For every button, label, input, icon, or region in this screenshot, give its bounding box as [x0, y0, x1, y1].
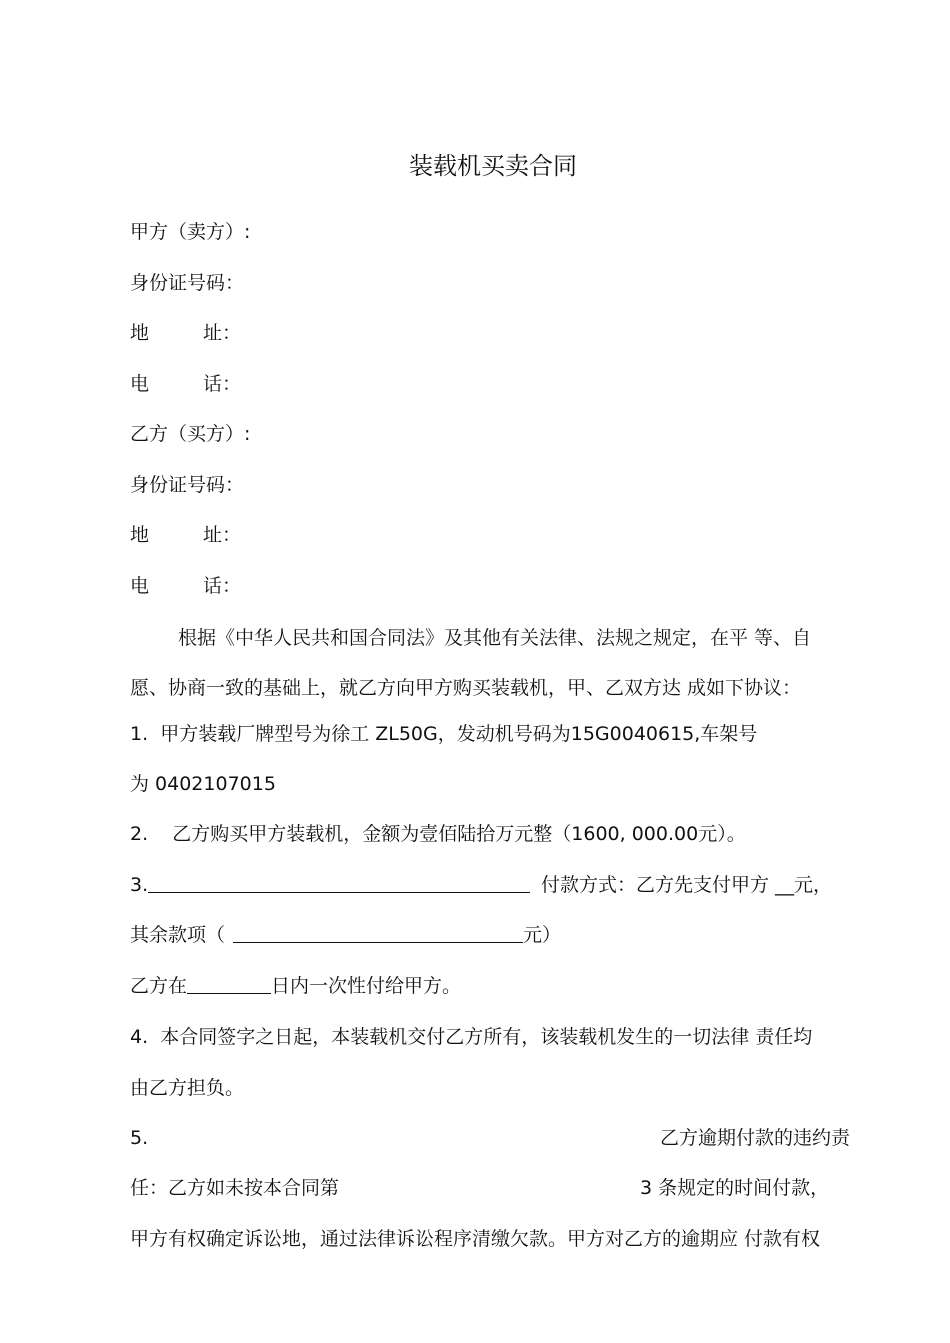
clause-3-blank: [148, 874, 530, 893]
party-b-id-label: 身份证号码：: [130, 474, 245, 496]
clause-3-remainder: 其余款项（ 元）: [130, 924, 562, 946]
party-b-phone-label: 电 话：: [130, 575, 242, 597]
party-b-heading: 乙方（买方）:: [130, 423, 251, 445]
clause-3-days: 乙方在 日内一次性付给甲方。: [130, 975, 462, 997]
clause-5-line-2-left: 任：乙方如未按本合同第: [130, 1177, 340, 1199]
party-b-address-label: 地 址：: [130, 524, 242, 546]
party-a-phone-label: 电 话：: [130, 373, 242, 395]
clause-5-line-3: 甲方有权确定诉讼地，通过法律诉讼程序清缴欠款。甲方对乙方的逾期应 付款有权: [130, 1228, 821, 1250]
clause-3-payment: 付款方式：乙方先支付甲方 __元，: [541, 874, 833, 896]
clause-1-line-2: 为 0402107015: [130, 773, 276, 795]
clause-1-line-1: 1. 甲方装载厂牌型号为徐工 ZL50G，发动机号码为15G0040615,车架号: [130, 723, 758, 745]
clause-4-line-2: 由乙方担负。: [130, 1077, 245, 1099]
intro-line-2: 愿、协商一致的基础上，就乙方向甲方购买装载机，甲、乙双方达 成如下协议：: [130, 677, 802, 699]
party-a-id-label: 身份证号码：: [130, 272, 245, 294]
document-title: 装载机买卖合同: [409, 152, 577, 180]
clause-5-heading: 乙方逾期付款的违约责: [659, 1127, 850, 1149]
clause-5-line-2-right: 3 条规定的时间付款，: [640, 1177, 830, 1199]
clause-3-line-1: [130, 873, 530, 897]
clause-3-number: 3.: [130, 874, 149, 896]
party-a-address-label: 地 址：: [130, 322, 242, 344]
party-a-heading: 甲方（卖方）:: [130, 221, 251, 243]
days-blank: [187, 975, 271, 994]
intro-line-1: 根据《中华人民共和国合同法》及其他有关法律、法规之规定，在平 等、自: [178, 627, 812, 649]
clause-4-line-1: 4. 本合同签字之日起，本装载机交付乙方所有，该装载机发生的一切法律 责任均: [130, 1026, 813, 1048]
clause-5-number: 5.: [130, 1127, 149, 1149]
clause-2: 2. 乙方购买甲方装载机，金额为壹佰陆拾万元整（1600, 000.00元）。: [130, 823, 746, 845]
remainder-amount-blank: [233, 924, 523, 943]
